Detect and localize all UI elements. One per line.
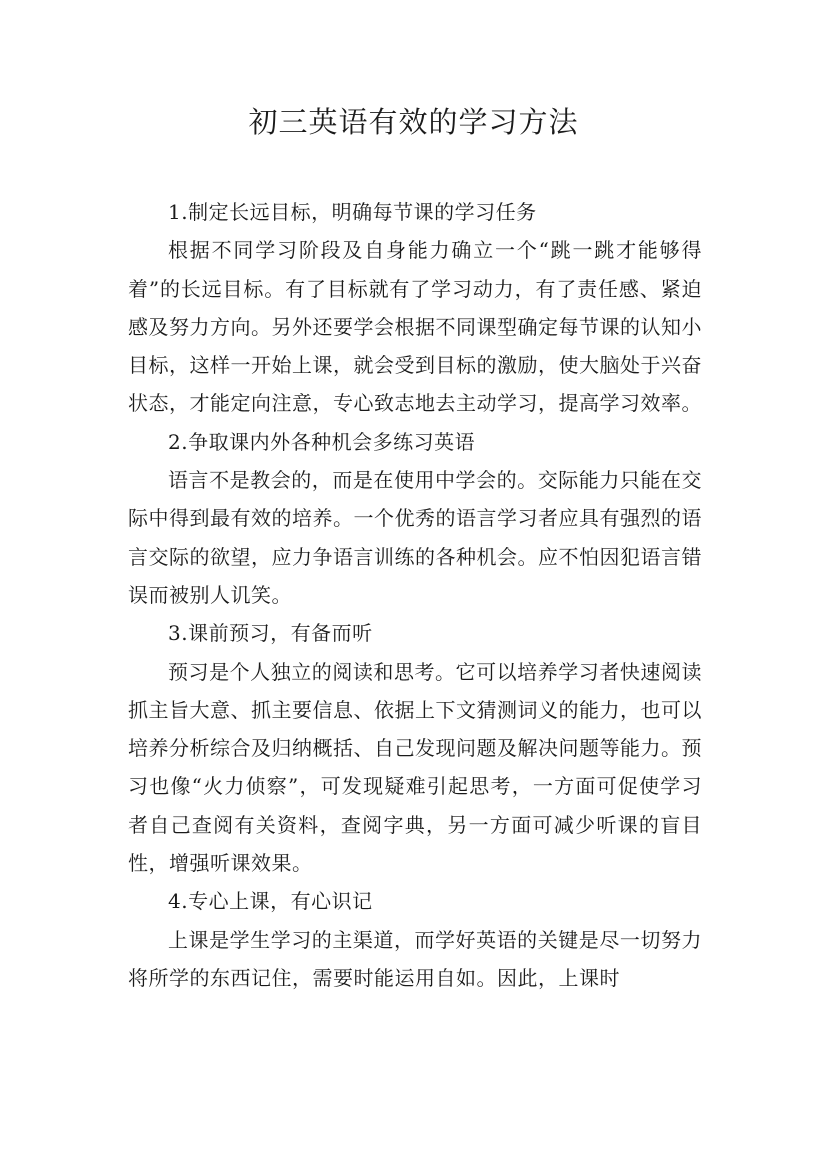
section-heading: 4.专心上课，有心识记: [168, 889, 373, 914]
section-1: [128, 193, 702, 423]
section-paragraph: 语言不是教会的，而是在使用中学会的。交际能力只能在交际中得到最有效的培养。一个优秀的语言学习者应具有强烈的语言交际的欲望，应力争语言训练的各种机会。应不怕因犯语言错误而被别人讥笑。: [128, 468, 702, 607]
section-heading: 3.课前预习，有备而听: [168, 621, 373, 646]
document-title: 初三英语有效的学习方法: [248, 105, 579, 139]
section-heading: 2.争取课内外各种机会多练习英语: [168, 429, 476, 454]
section-paragraph: 上课是学生学习的主渠道，而学好英语的关键是尽一切努力将所学的东西记住，需要时能运用自如。因此，上课时: [128, 927, 702, 990]
section-paragraph: 预习是个人独立的阅读和思考。它可以培养学习者快速阅读抓主旨大意、抓主要信息、依据上下文猜测词义的能力，也可以培养分析综合及归纳概括、自己发现问题及解决问题等能力。预习也像“火力侦察”，可发现疑难引起思考，一方面可促使学习者自己查阅有关资料，查阅字典，另一方面可减少听课的盲目性，增强听课效果。: [128, 659, 702, 876]
section-paragraph: 根据不同学习阶段及自身能力确立一个“跳一跳才能够得着”的长远目标。有了目标就有了学习动力，有了责任感、紧迫感及努力方向。另外还要学会根据不同课型确定每节课的认知小目标，这样一开始上课，就会受到目标的激励，使大脑处于兴奋状态，才能定向注意，专心致志地去主动学习，提高学习效率。: [128, 238, 702, 416]
section-3: [128, 614, 702, 882]
section-heading: 1.制定长远目标，明确每节课的学习任务: [168, 200, 537, 224]
section-4: [128, 882, 702, 997]
section-2: [128, 423, 702, 614]
document-body: [128, 193, 702, 997]
